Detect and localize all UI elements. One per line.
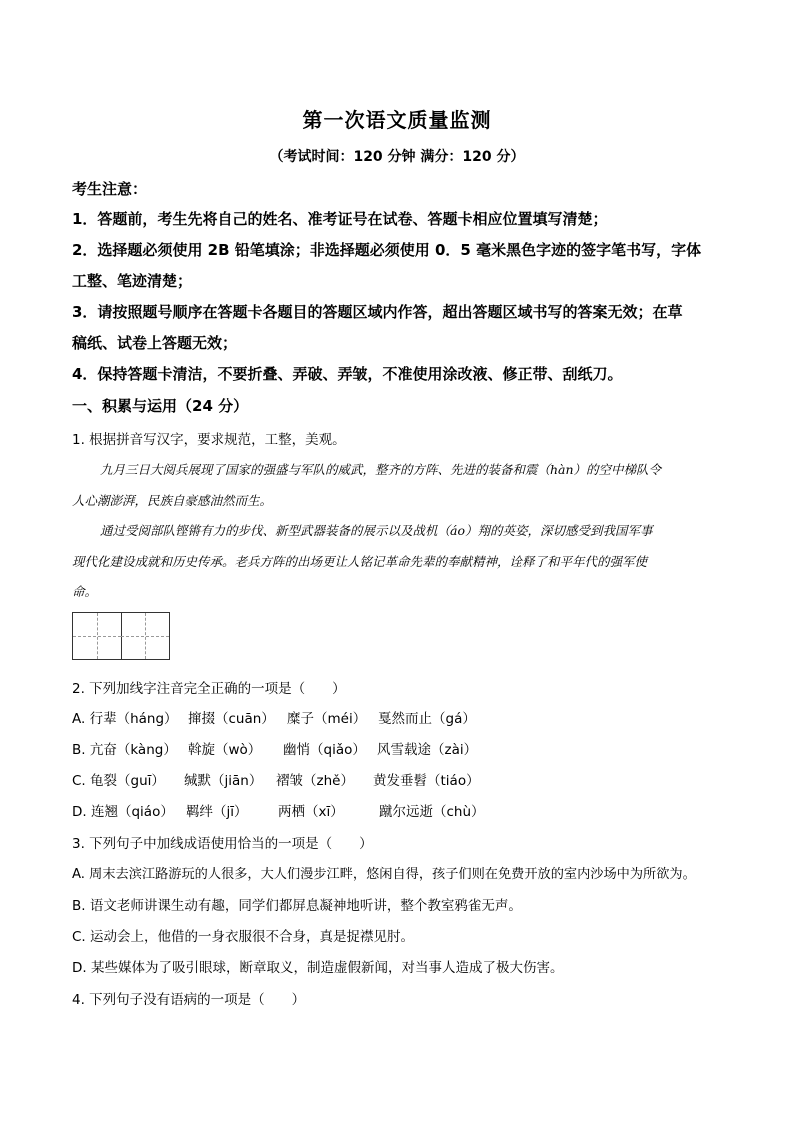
question-4-stem: 4. 下列句子没有语病的一项是（ ） — [72, 992, 306, 1008]
page-title: 第一次语文质量监测 — [302, 108, 492, 132]
passage-2-line1: 通过受阅部队铿锵有力的步伐、新型武器装备的展示以及战机（áo）翔的英姿，深切感受到我国军事 — [100, 523, 653, 538]
q3-option-c: C. 运动会上，他借的一身衣服很不合身，真是捉襟见肘。 — [72, 929, 415, 945]
q2-option-a-1: A. 行辈（háng） — [72, 711, 178, 727]
q2-option-c-3: 褶皱（zhě） — [276, 773, 354, 789]
section-heading: 一、积累与运用（24 分） — [72, 397, 249, 415]
q2-option-a-2: 撺掇（cuān） — [188, 711, 275, 727]
passage-2-line3: 命。 — [72, 584, 98, 599]
q2-option-a-3: 糜子（méi） — [287, 711, 367, 727]
q2-option-d-2: 羁绊（jī） — [186, 804, 248, 820]
q2-option-b-1: B. 亢奋（kàng） — [72, 742, 177, 758]
note-3-line1: 3．请按照题号顺序在答题卡各题目的答题区域内作答，超出答题区域书写的答案无效；在草 — [72, 303, 683, 321]
answer-cell-2[interactable] — [121, 613, 169, 659]
question-3-stem: 3. 下列句子中加线成语使用恰当的一项是（ ） — [72, 836, 373, 852]
note-3-line2: 稿纸、试卷上答题无效； — [72, 334, 238, 352]
q2-option-b-4: 风雪载途（zài） — [377, 742, 478, 758]
q2-option-c-2: 缄默（jiān） — [184, 773, 263, 789]
q3-option-a: A. 周末去滨江路游玩的人很多，大人们漫步江畔，悠闲自得，孩子们则在免费开放的室内沙场中为所欲为。 — [72, 867, 696, 882]
q2-option-c-4: 黄发垂髫（tiáo） — [373, 773, 480, 789]
passage-1-line2: 人心潮澎湃，民族自豪感油然而生。 — [72, 493, 273, 508]
q2-option-b-2: 斡旋（wò） — [188, 742, 262, 758]
notes-heading: 考生注意： — [72, 180, 148, 198]
note-4: 4．保持答题卡清洁，不要折叠、弄破、弄皱，不准使用涂改液、修正带、刮纸刀。 — [72, 365, 623, 383]
note-1: 1．答题前，考生先将自己的姓名、准考证号在试卷、答题卡相应位置填写清楚； — [72, 210, 608, 228]
exam-info: （考试时间：120 分钟 满分：120 分） — [269, 149, 525, 165]
answer-grid[interactable] — [72, 612, 170, 660]
answer-cell-1[interactable] — [73, 613, 122, 659]
q2-option-d-3: 两栖（xī） — [278, 804, 344, 820]
question-1-stem: 1. 根据拼音写汉字，要求规范，工整，美观。 — [72, 432, 346, 448]
q2-option-d-1: D. 连翘（qiáo） — [72, 804, 174, 820]
q3-option-b: B. 语文老师讲课生动有趣，同学们都屏息凝神地听讲，整个教室鸦雀无声。 — [72, 898, 522, 914]
q2-option-a-4: 戛然而止（gá） — [378, 711, 476, 727]
passage-2-line2: 现代化建设成就和历史传承。老兵方阵的出场更让人铭记革命先辈的奉献精神，诠释了和平年代的强军使 — [72, 554, 648, 569]
q2-option-c-1: C. 龟裂（guī） — [72, 773, 165, 789]
q2-option-b-3: 幽悄（qiǎo） — [283, 742, 366, 758]
question-2-stem: 2. 下列加线字注音完全正确的一项是（ ） — [72, 681, 346, 697]
passage-1-line1: 九月三日大阅兵展现了国家的强盛与军队的威武，整齐的方阵、先进的装备和震（hàn）的空中梯队令 — [100, 462, 662, 477]
q2-option-d-4: 蹴尔远逝（chù） — [379, 804, 485, 820]
note-2-line2: 工整、笔迹清楚； — [72, 272, 193, 290]
q3-option-d: D. 某些媒体为了吸引眼球，断章取义，制造虚假新闻，对当事人造成了极大伤害。 — [72, 960, 564, 976]
note-2-line1: 2．选择题必须使用 2B 铅笔填涂；非选择题必须使用 0．5 毫米黑色字迹的签字笔书写，字体 — [72, 241, 702, 259]
